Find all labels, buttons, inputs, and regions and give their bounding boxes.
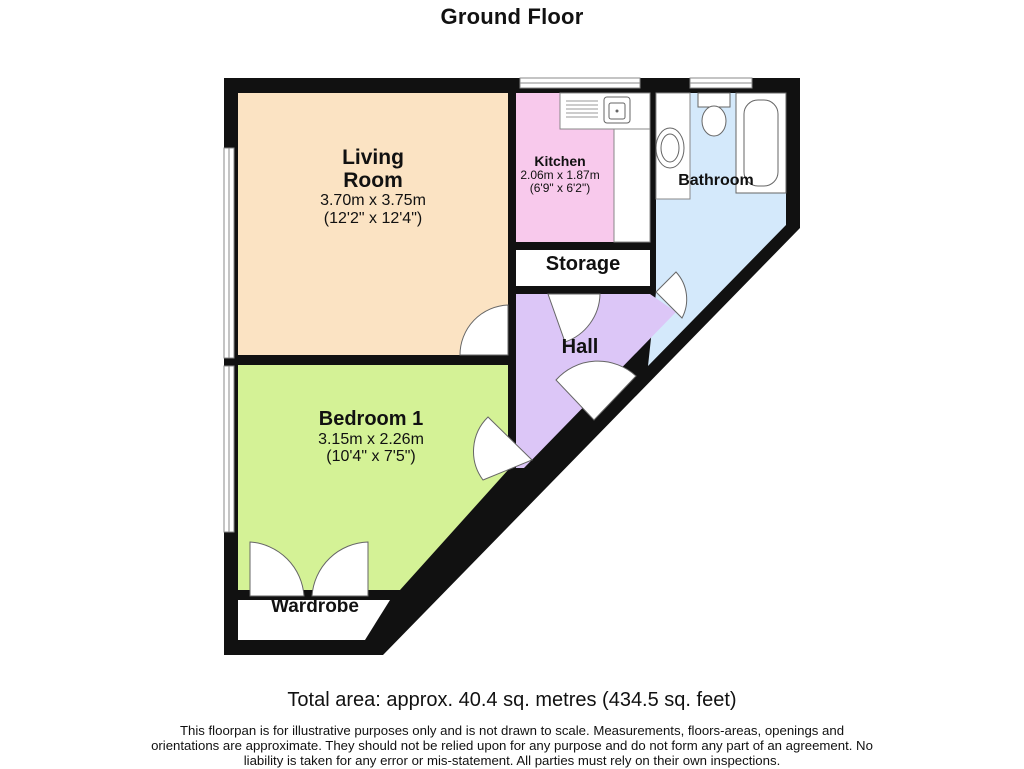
disclaimer: This floorpan is for illustrative purposes only and is not drawn to scale. Measurements, floors-areas, openings and orientations are approximate. They should not be relied upon for any purpose and do not form any part of an agreement. No liability is taken for any error or mis-statement. All parties must rely on their own inspections. xyxy=(151,723,873,769)
living-room-label xyxy=(283,147,463,227)
living-room-dimensions: 3.70m x 3.75m xyxy=(320,192,426,210)
sink-icon xyxy=(604,97,630,123)
bedroom-1-dimensions-imperial: (10'4" x 7'5") xyxy=(326,447,416,465)
living-room-dimensions-imperial: (12'2" x 12'4") xyxy=(323,209,423,227)
bathroom-name: Bathroom xyxy=(678,172,754,189)
floor-title: Ground Floor xyxy=(440,4,584,29)
living-room-name-line2: Room xyxy=(343,168,403,192)
kitchen-dimensions: 2.06m x 1.87m xyxy=(520,168,600,183)
bedroom-1-dimensions: 3.15m x 2.26m xyxy=(318,430,424,448)
kitchen-counter-side xyxy=(614,129,650,242)
bathroom-label xyxy=(666,172,766,189)
total-area: Total area: approx. 40.4 sq. metres (434.5 sq. feet) xyxy=(287,689,737,711)
bedroom-1-label xyxy=(281,409,461,465)
wardrobe-name: Wardrobe xyxy=(271,596,359,617)
kitchen-label xyxy=(510,154,610,195)
wardrobe-label xyxy=(250,597,380,618)
storage-name: Storage xyxy=(545,253,621,275)
hall-name: Hall xyxy=(561,336,599,358)
living-room-name-line1: Living xyxy=(342,146,404,169)
hall-label xyxy=(540,337,620,359)
kitchen-dimensions-imperial: (6'9" x 6'2") xyxy=(529,181,591,196)
basin-icon xyxy=(656,128,684,168)
bedroom-1-name: Bedroom 1 xyxy=(318,408,424,430)
kitchen-name: Kitchen xyxy=(534,153,586,169)
storage-label xyxy=(516,254,650,276)
